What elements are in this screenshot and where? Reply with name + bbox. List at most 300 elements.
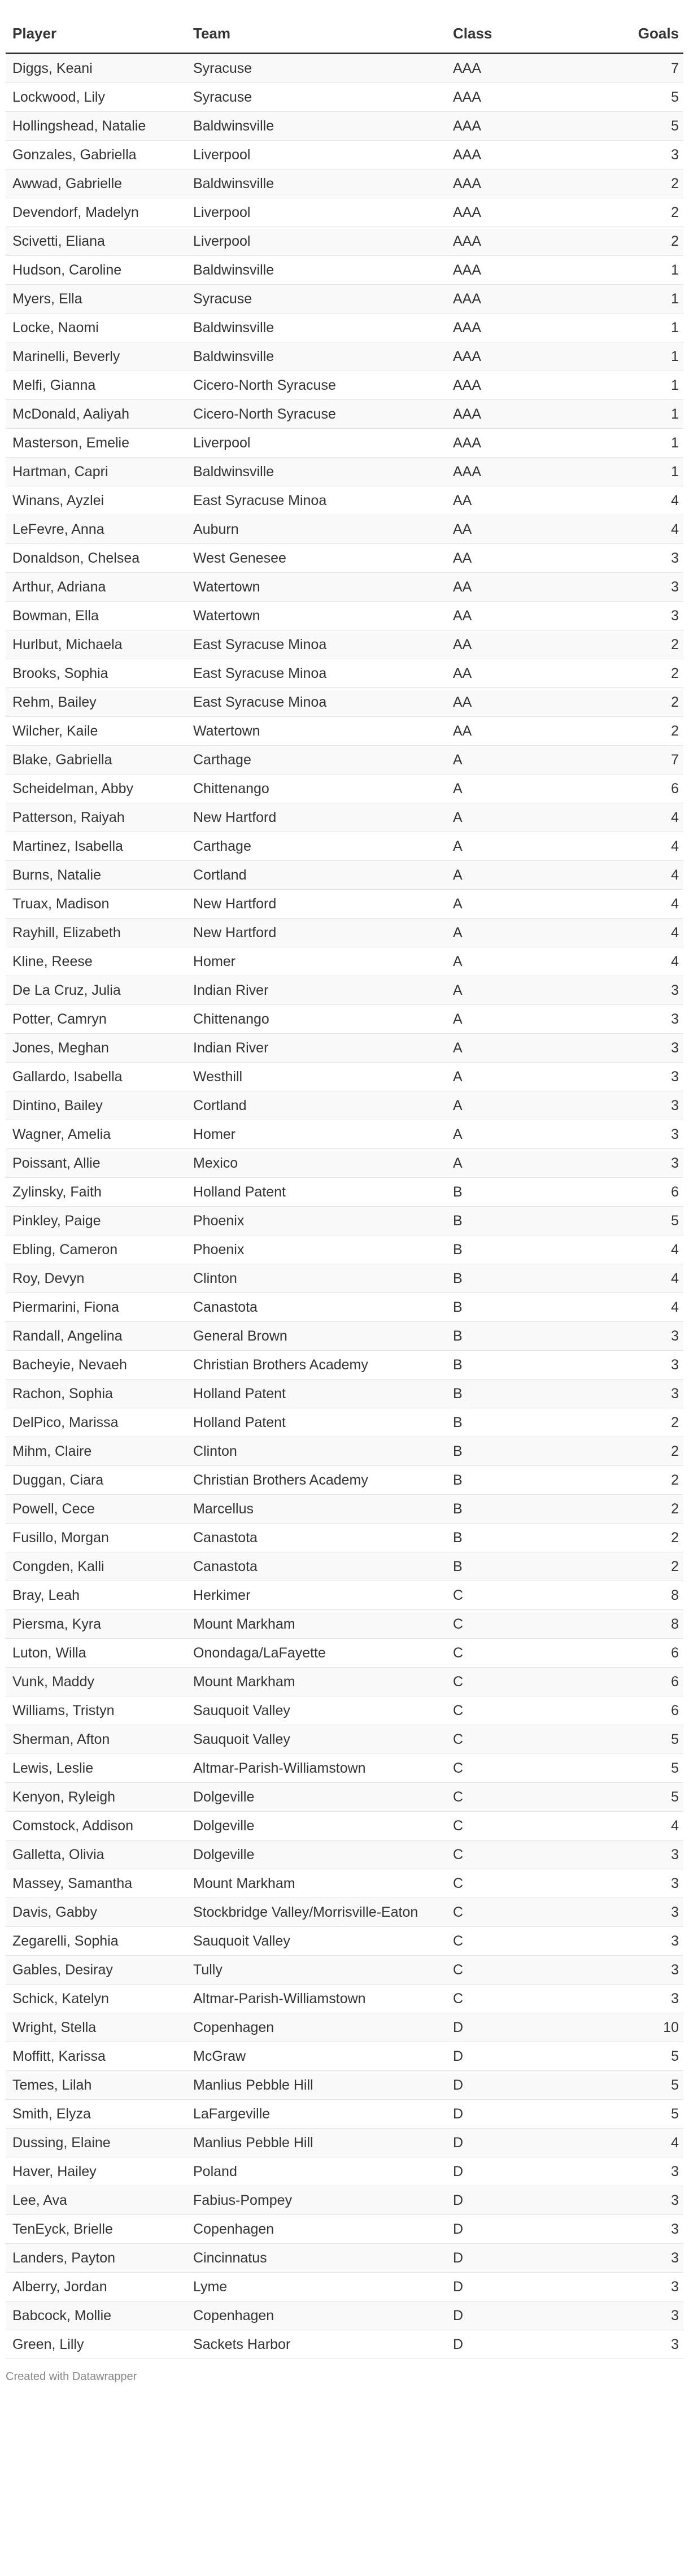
cell-class: C xyxy=(446,1956,604,1985)
cell-class: D xyxy=(446,2042,604,2071)
table-row xyxy=(6,1178,683,1207)
cell-goals: 2 xyxy=(604,688,683,717)
cell-team: Sauquoit Valley xyxy=(186,1927,446,1956)
table-row xyxy=(6,429,683,458)
cell-goals: 3 xyxy=(604,1091,683,1120)
cell-class: AAA xyxy=(446,342,604,371)
cell-team: Christian Brothers Academy xyxy=(186,1466,446,1495)
table-row xyxy=(6,1120,683,1149)
cell-goals: 3 xyxy=(604,1034,683,1063)
cell-class: A xyxy=(446,746,604,774)
cell-player: Scheidelman, Abby xyxy=(6,774,186,803)
cell-player: Sherman, Afton xyxy=(6,1725,186,1754)
table-row xyxy=(6,1149,683,1178)
cell-class: D xyxy=(446,2100,604,2129)
table-row xyxy=(6,861,683,890)
table-row xyxy=(6,1293,683,1322)
cell-class: A xyxy=(446,803,604,832)
cell-goals: 3 xyxy=(604,1927,683,1956)
table-row xyxy=(6,2129,683,2157)
table-row xyxy=(6,1552,683,1581)
cell-class: D xyxy=(446,2244,604,2273)
cell-goals: 2 xyxy=(604,169,683,198)
table-row xyxy=(6,2186,683,2215)
table-row xyxy=(6,1466,683,1495)
cell-team: Phoenix xyxy=(186,1235,446,1264)
cell-player: Luton, Willa xyxy=(6,1639,186,1668)
cell-goals: 5 xyxy=(604,1783,683,1812)
cell-class: AAA xyxy=(446,169,604,198)
cell-class: AAA xyxy=(446,285,604,314)
cell-class: A xyxy=(446,774,604,803)
cell-player: Hurlbut, Michaela xyxy=(6,630,186,659)
cell-team: New Hartford xyxy=(186,919,446,947)
table-row xyxy=(6,1812,683,1840)
cell-player: Gables, Desiray xyxy=(6,1956,186,1985)
cell-player: Kline, Reese xyxy=(6,947,186,976)
cell-team: Phoenix xyxy=(186,1207,446,1235)
cell-team: Cicero-North Syracuse xyxy=(186,400,446,429)
table-row xyxy=(6,947,683,976)
cell-goals: 6 xyxy=(604,1178,683,1207)
cell-class: D xyxy=(446,2186,604,2215)
cell-team: Manlius Pebble Hill xyxy=(186,2071,446,2100)
cell-class: AAA xyxy=(446,458,604,486)
cell-player: Landers, Payton xyxy=(6,2244,186,2273)
cell-class: C xyxy=(446,1985,604,2013)
cell-goals: 3 xyxy=(604,2186,683,2215)
cell-goals: 3 xyxy=(604,2157,683,2186)
cell-goals: 1 xyxy=(604,400,683,429)
cell-class: AA xyxy=(446,717,604,746)
table-row xyxy=(6,2215,683,2244)
cell-goals: 1 xyxy=(604,429,683,458)
cell-class: A xyxy=(446,1149,604,1178)
cell-player: McDonald, Aaliyah xyxy=(6,400,186,429)
cell-goals: 5 xyxy=(604,1725,683,1754)
cell-goals: 4 xyxy=(604,1293,683,1322)
cell-class: B xyxy=(446,1322,604,1351)
cell-class: B xyxy=(446,1466,604,1495)
cell-goals: 4 xyxy=(604,1812,683,1840)
cell-class: D xyxy=(446,2215,604,2244)
cell-goals: 5 xyxy=(604,1207,683,1235)
table-row xyxy=(6,2244,683,2273)
table-row xyxy=(6,2301,683,2330)
cell-player: Diggs, Keani xyxy=(6,54,186,83)
cell-class: A xyxy=(446,919,604,947)
cell-class: AA xyxy=(446,544,604,573)
cell-class: AAA xyxy=(446,429,604,458)
cell-team: Canastota xyxy=(186,1552,446,1581)
cell-player: Davis, Gabby xyxy=(6,1898,186,1927)
cell-goals: 3 xyxy=(604,1869,683,1898)
cell-player: Wagner, Amelia xyxy=(6,1120,186,1149)
cell-player: Powell, Cece xyxy=(6,1495,186,1524)
cell-team: Copenhagen xyxy=(186,2301,446,2330)
cell-player: DelPico, Marissa xyxy=(6,1408,186,1437)
cell-player: Gonzales, Gabriella xyxy=(6,141,186,169)
cell-goals: 5 xyxy=(604,2071,683,2100)
cell-player: Babcock, Mollie xyxy=(6,2301,186,2330)
cell-player: Lee, Ava xyxy=(6,2186,186,2215)
cell-goals: 4 xyxy=(604,832,683,861)
cell-team: Poland xyxy=(186,2157,446,2186)
cell-goals: 3 xyxy=(604,1985,683,2013)
cell-team: Auburn xyxy=(186,515,446,544)
cell-player: Dussing, Elaine xyxy=(6,2129,186,2157)
cell-goals: 3 xyxy=(604,544,683,573)
cell-goals: 3 xyxy=(604,2330,683,2359)
cell-player: Fusillo, Morgan xyxy=(6,1524,186,1552)
table-row xyxy=(6,342,683,371)
cell-goals: 2 xyxy=(604,717,683,746)
cell-team: Chittenango xyxy=(186,774,446,803)
cell-player: Vunk, Maddy xyxy=(6,1668,186,1696)
cell-player: Alberry, Jordan xyxy=(6,2273,186,2301)
cell-goals: 6 xyxy=(604,1639,683,1668)
cell-player: Duggan, Ciara xyxy=(6,1466,186,1495)
cell-goals: 2 xyxy=(604,659,683,688)
cell-player: Green, Lilly xyxy=(6,2330,186,2359)
cell-player: Massey, Samantha xyxy=(6,1869,186,1898)
table-row xyxy=(6,486,683,515)
cell-player: Wilcher, Kaile xyxy=(6,717,186,746)
header-goals[interactable]: Goals xyxy=(604,17,683,54)
cell-team: Watertown xyxy=(186,717,446,746)
cell-player: Donaldson, Chelsea xyxy=(6,544,186,573)
cell-goals: 10 xyxy=(604,2013,683,2042)
cell-team: Copenhagen xyxy=(186,2215,446,2244)
table-row xyxy=(6,2042,683,2071)
cell-class: C xyxy=(446,1754,604,1783)
table-row xyxy=(6,1524,683,1552)
cell-class: B xyxy=(446,1178,604,1207)
cell-player: Piersma, Kyra xyxy=(6,1610,186,1639)
cell-class: AA xyxy=(446,630,604,659)
table-row xyxy=(6,285,683,314)
table-row xyxy=(6,746,683,774)
cell-player: Arthur, Adriana xyxy=(6,573,186,602)
cell-goals: 3 xyxy=(604,1149,683,1178)
cell-class: D xyxy=(446,2071,604,2100)
cell-team: Cortland xyxy=(186,861,446,890)
cell-class: A xyxy=(446,890,604,919)
cell-goals: 5 xyxy=(604,2042,683,2071)
cell-team: Homer xyxy=(186,947,446,976)
cell-team: East Syracuse Minoa xyxy=(186,688,446,717)
cell-class: A xyxy=(446,1120,604,1149)
cell-goals: 2 xyxy=(604,227,683,256)
cell-team: Baldwinsville xyxy=(186,314,446,342)
table-row xyxy=(6,1956,683,1985)
table-row xyxy=(6,400,683,429)
table-row xyxy=(6,803,683,832)
cell-goals: 3 xyxy=(604,573,683,602)
cell-player: Bowman, Ella xyxy=(6,602,186,630)
cell-goals: 8 xyxy=(604,1581,683,1610)
table-row xyxy=(6,544,683,573)
cell-player: Patterson, Raiyah xyxy=(6,803,186,832)
cell-player: Randall, Angelina xyxy=(6,1322,186,1351)
cell-player: Zylinsky, Faith xyxy=(6,1178,186,1207)
cell-class: AA xyxy=(446,515,604,544)
cell-goals: 5 xyxy=(604,2100,683,2129)
cell-team: Liverpool xyxy=(186,141,446,169)
cell-player: Truax, Madison xyxy=(6,890,186,919)
cell-player: Devendorf, Madelyn xyxy=(6,198,186,227)
cell-goals: 1 xyxy=(604,285,683,314)
table-row xyxy=(6,659,683,688)
cell-class: AAA xyxy=(446,256,604,285)
table-row xyxy=(6,256,683,285)
cell-class: A xyxy=(446,1034,604,1063)
cell-goals: 2 xyxy=(604,1408,683,1437)
cell-team: Watertown xyxy=(186,602,446,630)
cell-team: Homer xyxy=(186,1120,446,1149)
cell-goals: 3 xyxy=(604,1898,683,1927)
cell-class: B xyxy=(446,1437,604,1466)
cell-goals: 3 xyxy=(604,1005,683,1034)
cell-goals: 2 xyxy=(604,1495,683,1524)
table-row xyxy=(6,1840,683,1869)
table-row xyxy=(6,227,683,256)
cell-player: Galletta, Olivia xyxy=(6,1840,186,1869)
cell-team: Baldwinsville xyxy=(186,342,446,371)
cell-team: East Syracuse Minoa xyxy=(186,659,446,688)
cell-player: Pinkley, Paige xyxy=(6,1207,186,1235)
cell-team: Holland Patent xyxy=(186,1380,446,1408)
cell-team: Baldwinsville xyxy=(186,169,446,198)
cell-class: AAA xyxy=(446,400,604,429)
table-row xyxy=(6,573,683,602)
table-row xyxy=(6,1581,683,1610)
table-row xyxy=(6,1783,683,1812)
cell-team: East Syracuse Minoa xyxy=(186,486,446,515)
cell-team: Stockbridge Valley/Morrisville-Eaton xyxy=(186,1898,446,1927)
cell-class: D xyxy=(446,2301,604,2330)
cell-team: Liverpool xyxy=(186,227,446,256)
cell-player: Comstock, Addison xyxy=(6,1812,186,1840)
cell-class: B xyxy=(446,1351,604,1380)
cell-team: Mount Markham xyxy=(186,1610,446,1639)
cell-class: A xyxy=(446,1005,604,1034)
table-row xyxy=(6,717,683,746)
cell-goals: 3 xyxy=(604,1063,683,1091)
cell-player: Congden, Kalli xyxy=(6,1552,186,1581)
cell-class: B xyxy=(446,1495,604,1524)
cell-team: Indian River xyxy=(186,1034,446,1063)
cell-class: A xyxy=(446,861,604,890)
cell-player: Scivetti, Eliana xyxy=(6,227,186,256)
cell-team: Lyme xyxy=(186,2273,446,2301)
cell-class: AAA xyxy=(446,83,604,112)
cell-team: East Syracuse Minoa xyxy=(186,630,446,659)
cell-team: Sackets Harbor xyxy=(186,2330,446,2359)
table-row xyxy=(6,602,683,630)
cell-team: Marcellus xyxy=(186,1495,446,1524)
cell-team: Cicero-North Syracuse xyxy=(186,371,446,400)
cell-team: Holland Patent xyxy=(186,1178,446,1207)
table-row xyxy=(6,1668,683,1696)
cell-player: Locke, Naomi xyxy=(6,314,186,342)
cell-player: Rayhill, Elizabeth xyxy=(6,919,186,947)
cell-player: Roy, Devyn xyxy=(6,1264,186,1293)
cell-team: Dolgeville xyxy=(186,1783,446,1812)
cell-class: B xyxy=(446,1235,604,1264)
table-row xyxy=(6,832,683,861)
cell-team: Syracuse xyxy=(186,83,446,112)
cell-team: Mount Markham xyxy=(186,1869,446,1898)
cell-class: B xyxy=(446,1207,604,1235)
cell-team: Baldwinsville xyxy=(186,458,446,486)
cell-goals: 5 xyxy=(604,1754,683,1783)
header-class[interactable]: Class xyxy=(446,17,604,54)
cell-player: Blake, Gabriella xyxy=(6,746,186,774)
cell-class: A xyxy=(446,832,604,861)
cell-team: Sauquoit Valley xyxy=(186,1725,446,1754)
cell-goals: 2 xyxy=(604,198,683,227)
cell-goals: 7 xyxy=(604,746,683,774)
table-row xyxy=(6,1985,683,2013)
cell-class: C xyxy=(446,1898,604,1927)
cell-player: Potter, Camryn xyxy=(6,1005,186,1034)
cell-goals: 7 xyxy=(604,54,683,83)
header-player[interactable]: Player xyxy=(6,17,186,54)
table-row xyxy=(6,83,683,112)
cell-team: Baldwinsville xyxy=(186,112,446,141)
table-row xyxy=(6,1495,683,1524)
table-row xyxy=(6,1264,683,1293)
cell-goals: 4 xyxy=(604,1235,683,1264)
cell-goals: 4 xyxy=(604,890,683,919)
header-team[interactable]: Team xyxy=(186,17,446,54)
table-row xyxy=(6,1898,683,1927)
table-row xyxy=(6,2157,683,2186)
cell-player: Jones, Meghan xyxy=(6,1034,186,1063)
cell-player: Ebling, Cameron xyxy=(6,1235,186,1264)
cell-class: C xyxy=(446,1581,604,1610)
table-row xyxy=(6,1610,683,1639)
cell-class: AAA xyxy=(446,112,604,141)
table-row xyxy=(6,1754,683,1783)
cell-class: C xyxy=(446,1696,604,1725)
cell-player: Bacheyie, Nevaeh xyxy=(6,1351,186,1380)
cell-goals: 2 xyxy=(604,1552,683,1581)
cell-team: Liverpool xyxy=(186,198,446,227)
cell-player: Awwad, Gabrielle xyxy=(6,169,186,198)
cell-class: AA xyxy=(446,486,604,515)
cell-goals: 4 xyxy=(604,919,683,947)
cell-goals: 4 xyxy=(604,515,683,544)
cell-team: Onondaga/LaFayette xyxy=(186,1639,446,1668)
cell-player: Wright, Stella xyxy=(6,2013,186,2042)
cell-class: B xyxy=(446,1408,604,1437)
table-header xyxy=(6,17,683,54)
table-row xyxy=(6,688,683,717)
table-row xyxy=(6,2100,683,2129)
table-row xyxy=(6,919,683,947)
cell-team: Holland Patent xyxy=(186,1408,446,1437)
table-row xyxy=(6,2273,683,2301)
cell-goals: 2 xyxy=(604,1466,683,1495)
cell-player: Winans, Ayzlei xyxy=(6,486,186,515)
table-row xyxy=(6,976,683,1005)
cell-player: Gallardo, Isabella xyxy=(6,1063,186,1091)
table-row xyxy=(6,774,683,803)
cell-team: Baldwinsville xyxy=(186,256,446,285)
cell-class: AAA xyxy=(446,371,604,400)
cell-team: McGraw xyxy=(186,2042,446,2071)
cell-team: Canastota xyxy=(186,1293,446,1322)
table-row xyxy=(6,1380,683,1408)
cell-player: Hollingshead, Natalie xyxy=(6,112,186,141)
cell-goals: 5 xyxy=(604,112,683,141)
cell-class: C xyxy=(446,1639,604,1668)
cell-goals: 1 xyxy=(604,458,683,486)
cell-team: General Brown xyxy=(186,1322,446,1351)
cell-player: Martinez, Isabella xyxy=(6,832,186,861)
cell-player: Kenyon, Ryleigh xyxy=(6,1783,186,1812)
table-row xyxy=(6,1005,683,1034)
cell-class: C xyxy=(446,1610,604,1639)
table-row xyxy=(6,1207,683,1235)
cell-player: Poissant, Allie xyxy=(6,1149,186,1178)
table-row xyxy=(6,1725,683,1754)
cell-goals: 4 xyxy=(604,2129,683,2157)
cell-class: C xyxy=(446,1927,604,1956)
table-row xyxy=(6,169,683,198)
goals-table xyxy=(6,17,683,2359)
cell-player: Zegarelli, Sophia xyxy=(6,1927,186,1956)
table-row xyxy=(6,1927,683,1956)
cell-team: Herkimer xyxy=(186,1581,446,1610)
table-row xyxy=(6,1408,683,1437)
cell-goals: 8 xyxy=(604,1610,683,1639)
table-row xyxy=(6,1034,683,1063)
cell-team: Cortland xyxy=(186,1091,446,1120)
cell-team: Fabius-Pompey xyxy=(186,2186,446,2215)
cell-player: Lewis, Leslie xyxy=(6,1754,186,1783)
cell-player: Marinelli, Beverly xyxy=(6,342,186,371)
cell-goals: 4 xyxy=(604,1264,683,1293)
table-row xyxy=(6,1351,683,1380)
cell-class: A xyxy=(446,947,604,976)
cell-class: B xyxy=(446,1524,604,1552)
cell-player: Burns, Natalie xyxy=(6,861,186,890)
cell-team: LaFargeville xyxy=(186,2100,446,2129)
cell-team: Mount Markham xyxy=(186,1668,446,1696)
cell-team: Syracuse xyxy=(186,285,446,314)
cell-player: Moffitt, Karissa xyxy=(6,2042,186,2071)
header-row xyxy=(6,17,683,54)
table-row xyxy=(6,1869,683,1898)
cell-class: AA xyxy=(446,573,604,602)
cell-class: AAA xyxy=(446,141,604,169)
cell-team: Sauquoit Valley xyxy=(186,1696,446,1725)
cell-team: Copenhagen xyxy=(186,2013,446,2042)
cell-goals: 3 xyxy=(604,1351,683,1380)
cell-goals: 1 xyxy=(604,256,683,285)
cell-player: Schick, Katelyn xyxy=(6,1985,186,2013)
table-row xyxy=(6,630,683,659)
cell-player: Rachon, Sophia xyxy=(6,1380,186,1408)
cell-team: Tully xyxy=(186,1956,446,1985)
cell-team: Watertown xyxy=(186,573,446,602)
cell-goals: 2 xyxy=(604,1524,683,1552)
cell-player: Temes, Lilah xyxy=(6,2071,186,2100)
table-row xyxy=(6,1063,683,1091)
